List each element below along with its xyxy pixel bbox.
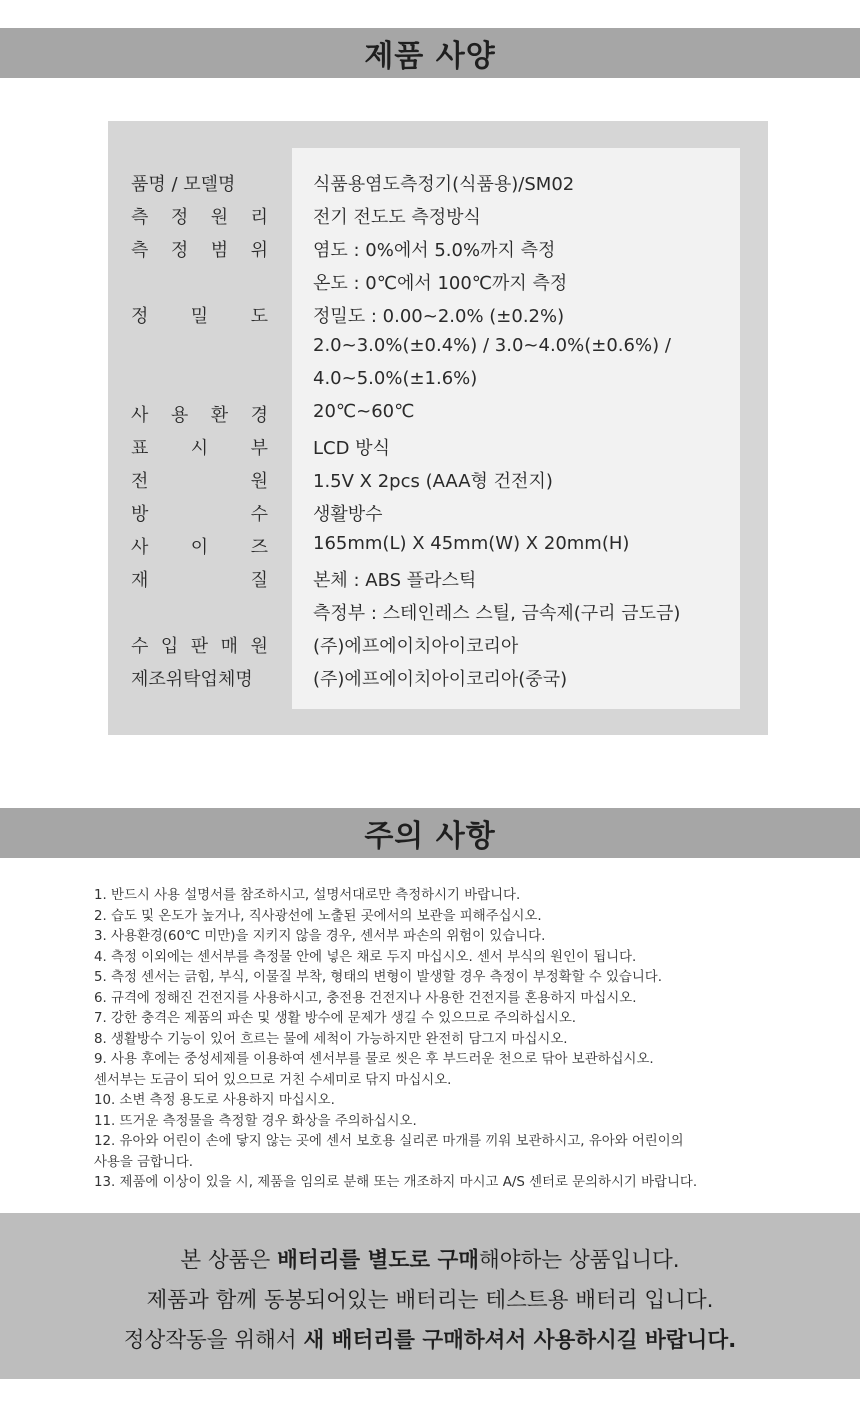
spec-row (0, 628, 860, 661)
spec-row (0, 562, 860, 595)
spec-row (0, 166, 860, 199)
spec-row (0, 661, 860, 694)
caution-section-header (0, 808, 860, 858)
caution-list (94, 886, 834, 1194)
spec-section-header (0, 28, 860, 78)
battery-notice-line-3: 정상작동을 위해서 새 배터리를 구매하셔서 사용하시길 바랍니다. (123, 1328, 737, 1353)
caution-item: 센서부는 도금이 되어 있으므로 거친 수세미로 닦지 마십시오. (94, 1072, 452, 1088)
spec-row (0, 298, 860, 331)
spec-value: 2.0~3.0%(±0.4%) / 3.0~4.0%(±0.6%) / (313, 335, 671, 356)
spec-row (0, 463, 860, 496)
spec-row (0, 529, 860, 562)
spec-value: 온도 : 0℃에서 100℃까지 측정 (313, 273, 568, 294)
spec-value: LCD 방식 (313, 438, 390, 459)
spec-label: 정 밀 도 (131, 306, 268, 327)
caution-item: 10. 소변 측정 용도로 사용하지 마십시오. (94, 1093, 335, 1108)
spec-value: 정밀도 : 0.00~2.0% (±0.2%) (313, 306, 565, 327)
spec-value: (주)에프에이치아이코리아(중국) (313, 669, 568, 690)
spec-label: 품명 / 모델명 (131, 174, 236, 195)
spec-label: 제조위탁업체명 (131, 669, 253, 690)
spec-label: 전 원 (131, 471, 268, 492)
caution-item: 12. 유아와 어린이 손에 닿지 않는 곳에 센서 보호용 실리콘 마개를 끼워 보관하시고, 유아와 어린이의 (94, 1134, 684, 1149)
spec-value: 1.5V X 2pcs (AAA형 건전지) (313, 471, 553, 492)
spec-label: 사 용 환 경 (131, 405, 268, 426)
spec-label: 수 입 판 매 원 (131, 636, 268, 657)
caution-item: 13. 제품에 이상이 있을 시, 제품을 임의로 분해 또는 개조하지 마시고 A/S 센터로 문의하시기 바랍니다. (94, 1175, 698, 1190)
spec-row (0, 265, 860, 298)
spec-section-title: 제품 사양 (364, 39, 496, 74)
caution-item: 9. 사용 후에는 중성세제를 이용하여 센서부를 물로 씻은 후 부드러운 천으로 닦아 보관하십시오. (94, 1052, 654, 1067)
spec-row (0, 595, 860, 628)
spec-label: 재 질 (131, 570, 268, 591)
caution-item: 1. 반드시 사용 설명서를 참조하시고, 설명서대로만 측정하시기 바랍니다. (94, 888, 521, 903)
caution-item: 8. 생활방수 기능이 있어 흐르는 물에 세척이 가능하지만 완전히 담그지 마십시오. (94, 1031, 568, 1047)
spec-row (0, 199, 860, 232)
spec-row (0, 364, 860, 397)
spec-label: 측 정 범 위 (131, 240, 268, 261)
caution-item: 4. 측정 이외에는 센서부를 측정물 안에 넣은 채로 두지 마십시오. 센서 부식의 원인이 됩니다. (94, 949, 637, 965)
caution-section-title: 주의 사항 (364, 819, 496, 854)
spec-value: 염도 : 0%에서 5.0%까지 측정 (313, 240, 556, 261)
spec-label: 사 이 즈 (131, 537, 268, 558)
caution-item: 6. 규격에 정해진 건전지를 사용하시고, 충전용 건전지나 사용한 건전지를 혼용하지 마십시오. (94, 990, 637, 1006)
caution-item: 5. 측정 센서는 긁힘, 부식, 이물질 부착, 형태의 변형이 발생할 경우 측정이 부정확할 수 있습니다. (94, 970, 662, 985)
caution-item: 7. 강한 충격은 제품의 파손 및 생활 방수에 문제가 생길 수 있으므로 주의하십시오. (94, 1011, 577, 1026)
caution-item: 11. 뜨거운 측정물을 측정할 경우 화상을 주의하십시오. (94, 1113, 417, 1129)
spec-row (0, 331, 860, 364)
spec-label: 측 정 원 리 (131, 207, 268, 228)
spec-value: 전기 전도도 측정방식 (313, 207, 481, 228)
spec-row (0, 232, 860, 265)
spec-value: 본체 : ABS 플라스틱 (313, 570, 477, 591)
spec-label: 방 수 (131, 504, 268, 525)
battery-notice-line-2: 제품과 함께 동봉되어있는 배터리는 테스트용 배터리 입니다. (146, 1288, 714, 1313)
spec-value: 165mm(L) X 45mm(W) X 20mm(H) (313, 533, 630, 554)
spec-value: 식품용염도측정기(식품용)/SM02 (313, 174, 575, 195)
battery-notice-line-1: 본 상품은 배터리를 별도로 구매해야하는 상품입니다. (180, 1248, 680, 1273)
spec-value: 4.0~5.0%(±1.6%) (313, 368, 478, 389)
spec-value: (주)에프에이치아이코리아 (313, 636, 519, 657)
caution-item: 3. 사용환경(60℃ 미만)을 지키지 않을 경우, 센서부 파손의 위험이 있습니다. (94, 929, 546, 944)
spec-row (0, 496, 860, 529)
caution-item: 2. 습도 및 온도가 높거나, 직사광선에 노출된 곳에서의 보관을 피해주십시오. (94, 908, 542, 924)
spec-label: 표 시 부 (131, 438, 268, 459)
battery-notice (0, 1213, 860, 1379)
spec-value: 측정부 : 스테인레스 스틸, 금속제(구리 금도금) (313, 603, 681, 624)
spec-value: 20℃~60℃ (313, 401, 415, 422)
spec-row (0, 397, 860, 430)
spec-row (0, 430, 860, 463)
caution-item: 사용을 금합니다. (94, 1154, 194, 1170)
spec-value: 생활방수 (313, 504, 383, 525)
